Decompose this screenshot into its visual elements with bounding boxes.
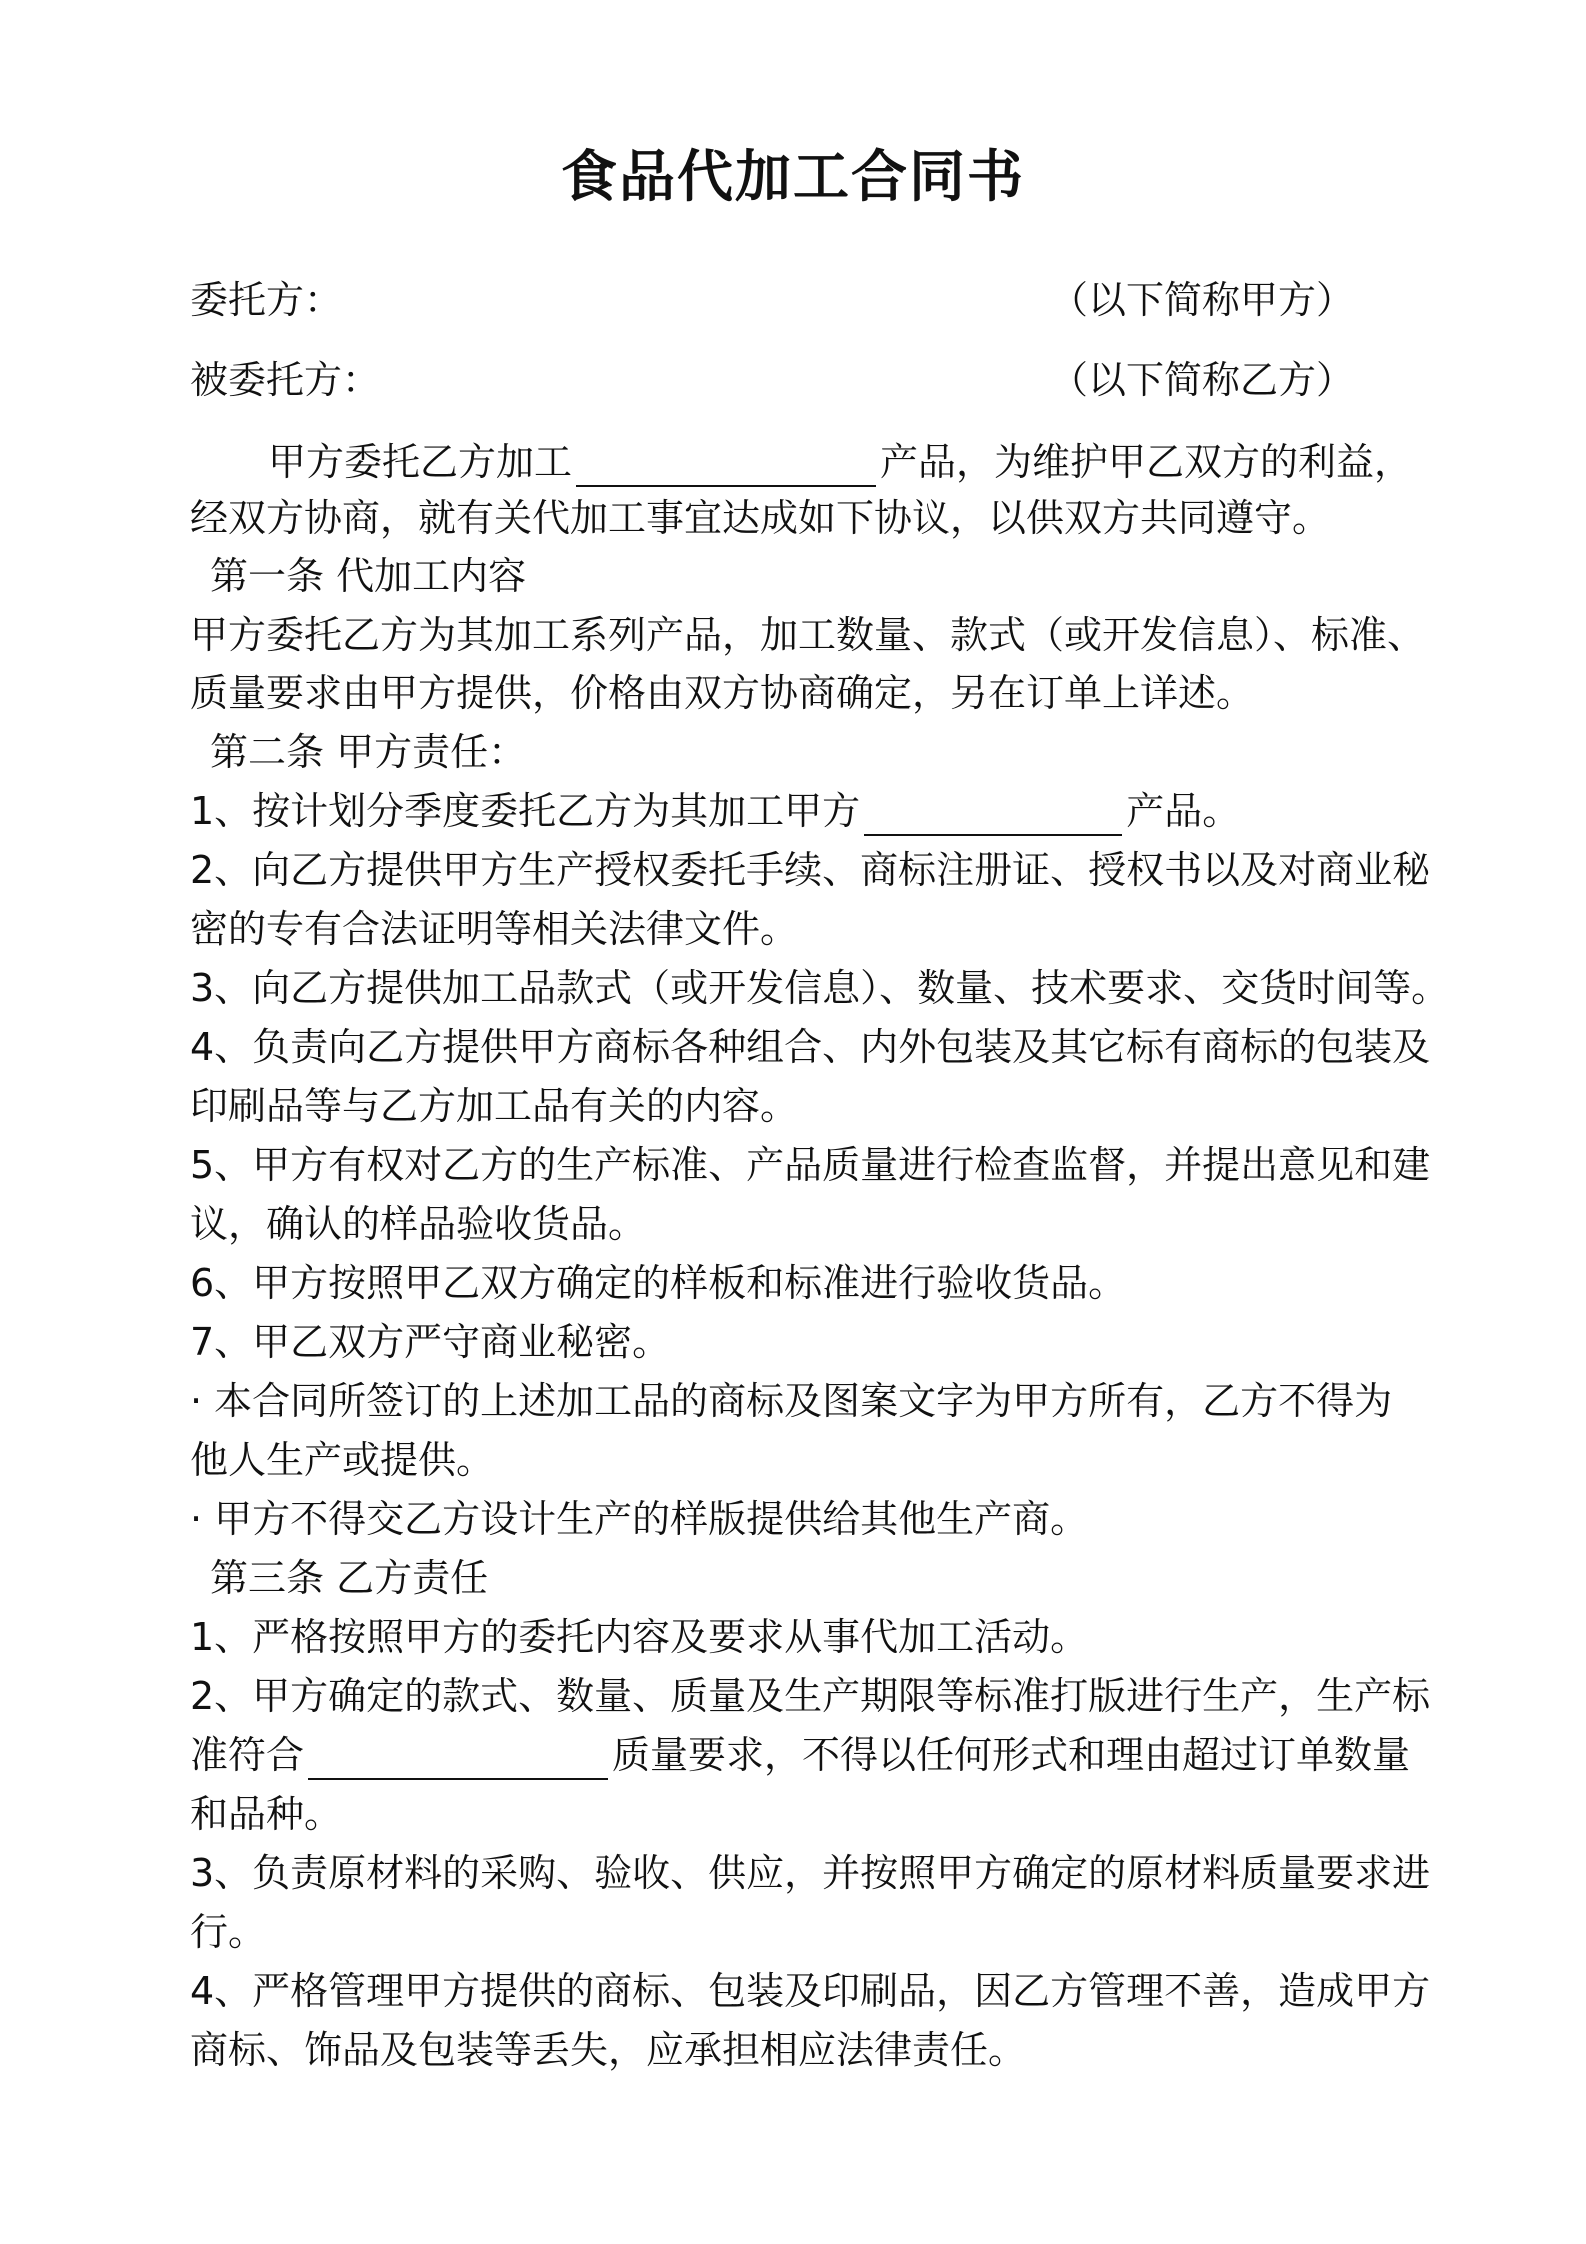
article-2-bullet-1-line-2: 他人生产或提供。: [190, 1438, 495, 1482]
article-2-bullet-1-line-1: · 本合同所签订的上述加工品的商标及图案文字为甲方所有，乙方不得为: [190, 1379, 1393, 1423]
preamble-line-2: 经双方协商，就有关代加工事宜达成如下协议，以供双方共同遵守。: [190, 496, 1331, 540]
article-2-item-7: 7、甲乙双方严守商业秘密。: [190, 1320, 671, 1364]
article-2-item-4-line-1: 4、负责向乙方提供甲方商标各种组合、内外包装及其它标有商标的包装及: [190, 1025, 1431, 1069]
article-2-item-5-line-1: 5、甲方有权对乙方的生产标准、产品质量进行检查监督，并提出意见和建: [190, 1143, 1431, 1187]
article-2-item-1-text-b: 产品。: [1126, 789, 1241, 833]
product-type-blank[interactable]: [864, 794, 1122, 836]
article-2-item-2-line-1: 2、向乙方提供甲方生产授权委托手续、商标注册证、授权书以及对商业秘: [190, 848, 1431, 892]
article-2-item-5-line-2: 议，确认的样品验收货品。: [190, 1202, 647, 1246]
article-3-item-4-line-2: 商标、饰品及包装等丢失，应承担相应法律责任。: [190, 2028, 1027, 2072]
article-1-line-2: 质量要求由甲方提供，价格由双方协商确定，另在订单上详述。: [190, 671, 1255, 715]
article-3-item-2-text-b: 质量要求，不得以任何形式和理由超过订单数量: [612, 1733, 1411, 1777]
article-3-item-4-line-1: 4、严格管理甲方提供的商标、包装及印刷品，因乙方管理不善，造成甲方: [190, 1969, 1431, 2013]
article-2-heading: 第二条 甲方责任：: [210, 730, 527, 774]
article-2-item-1: [190, 786, 1240, 836]
article-1-heading: 第一条 代加工内容: [210, 554, 527, 598]
article-2-bullet-2: · 甲方不得交乙方设计生产的样版提供给其他生产商。: [190, 1497, 1089, 1541]
preamble-text-a: 甲方委托乙方加工: [268, 440, 573, 484]
contractor-note: （以下简称乙方）: [1050, 358, 1355, 402]
article-2-item-2-line-2: 密的专有合法证明等相关法律文件。: [190, 907, 799, 951]
article-2-item-1-text-a: 1、按计划分季度委托乙方为其加工甲方: [190, 789, 861, 833]
article-2-item-4-line-2: 印刷品等与乙方加工品有关的内容。: [190, 1084, 799, 1128]
preamble-text-b: 产品，为维护甲乙双方的利益，: [880, 440, 1413, 484]
preamble-line-1: [268, 437, 1412, 487]
article-3-item-2-text-a: 准符合: [190, 1733, 305, 1777]
client-note: （以下简称甲方）: [1050, 278, 1355, 322]
article-3-item-3-line-1: 3、负责原材料的采购、验收、供应，并按照甲方确定的原材料质量要求进: [190, 1851, 1431, 1895]
article-3-item-2-line-2: [190, 1730, 1410, 1780]
article-3-item-3-line-2: 行。: [190, 1910, 267, 1954]
article-3-item-1: 1、严格按照甲方的委托内容及要求从事代加工活动。: [190, 1615, 1089, 1659]
article-2-item-3: 3、向乙方提供加工品款式（或开发信息）、数量、技术要求、交货时间等。: [190, 966, 1450, 1010]
contractor-label: 被委托方：: [190, 358, 381, 402]
article-3-item-2-line-3: 和品种。: [190, 1792, 343, 1836]
client-label: 委托方：: [190, 278, 343, 322]
article-1-line-1: 甲方委托乙方为其加工系列产品，加工数量、款式（或开发信息）、标准、: [190, 613, 1426, 657]
product-name-blank[interactable]: [576, 445, 876, 487]
article-3-item-2-line-1: 2、甲方确定的款式、数量、质量及生产期限等标准打版进行生产，生产标: [190, 1674, 1431, 1718]
document-title: 食品代加工合同书: [561, 145, 1025, 210]
quality-standard-blank[interactable]: [308, 1738, 608, 1780]
article-2-item-6: 6、甲方按照甲乙双方确定的样板和标准进行验收货品。: [190, 1261, 1127, 1305]
article-3-heading: 第三条 乙方责任: [210, 1556, 489, 1600]
